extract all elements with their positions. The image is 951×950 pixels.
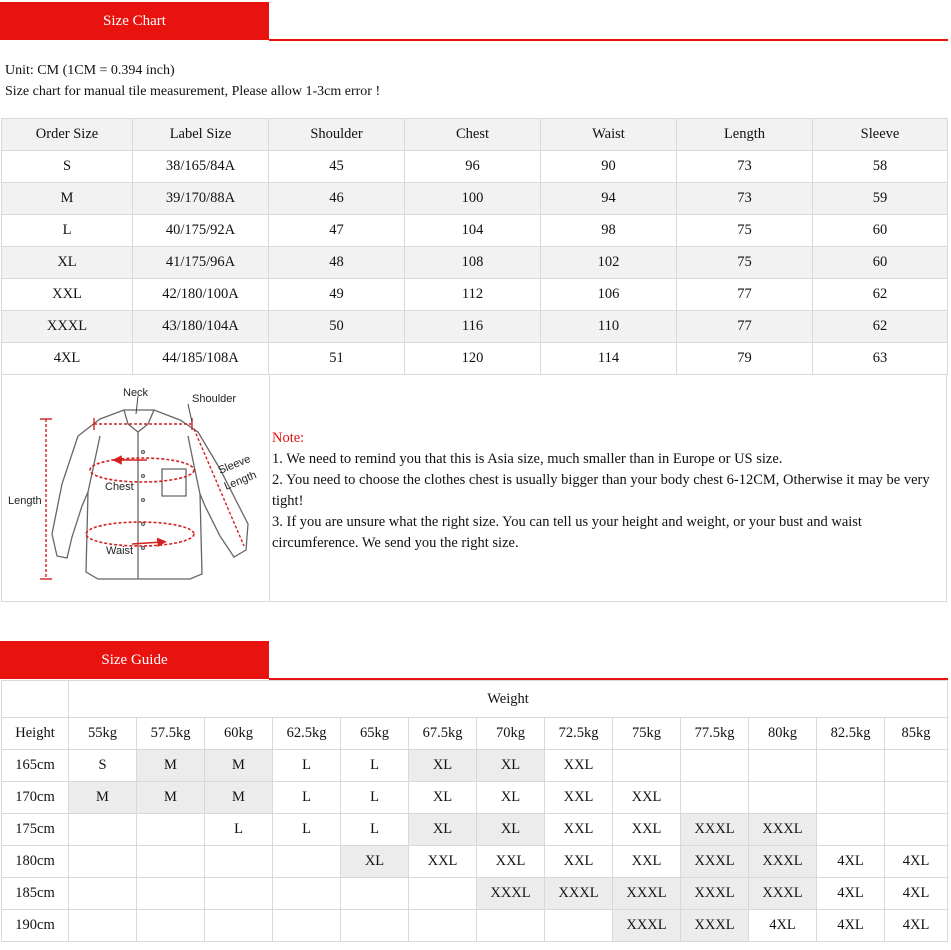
size-cell <box>69 846 137 878</box>
table-cell: 46 <box>269 183 405 215</box>
table-cell: 77 <box>677 311 813 343</box>
header-divider <box>269 39 948 41</box>
table-row <box>2 878 948 910</box>
size-cell <box>409 878 477 910</box>
table-row <box>2 279 948 311</box>
error-line: Size chart for manual tile measurement, Please allow 1-3cm error ! <box>5 84 381 99</box>
size-cell: 4XL <box>885 910 948 942</box>
height-cell: 180cm <box>2 846 69 878</box>
note-panel <box>1 374 947 602</box>
waist-label: Waist <box>106 545 134 557</box>
table-cell: 39/170/88A <box>133 183 269 215</box>
table-cell: 42/180/100A <box>133 279 269 311</box>
size-cell: 4XL <box>817 910 885 942</box>
size-cell: XL <box>477 782 545 814</box>
size-cell <box>477 910 545 942</box>
table-cell: 62 <box>813 311 948 343</box>
size-cell: XXXL <box>681 814 749 846</box>
column-header: Chest <box>405 119 541 151</box>
size-cell: S <box>69 750 137 782</box>
size-cell: 4XL <box>817 878 885 910</box>
table-cell: XL <box>2 247 133 279</box>
size-cell: XXXL <box>749 878 817 910</box>
size-cell <box>749 782 817 814</box>
size-cell: XXXL <box>613 910 681 942</box>
size-cell <box>273 846 341 878</box>
size-cell: XXL <box>545 750 613 782</box>
size-cell: XXL <box>545 782 613 814</box>
height-cell: 165cm <box>2 750 69 782</box>
size-cell: L <box>273 782 341 814</box>
size-guide-table <box>1 680 948 942</box>
table-cell: 90 <box>541 151 677 183</box>
table-cell: 106 <box>541 279 677 311</box>
size-cell <box>885 814 948 846</box>
column-header: Label Size <box>133 119 269 151</box>
size-cell: XXL <box>409 846 477 878</box>
table-row <box>2 750 948 782</box>
table-cell: 73 <box>677 151 813 183</box>
table-row <box>2 247 948 279</box>
size-guide-tab: Size Guide <box>0 641 269 679</box>
size-cell: XXXL <box>681 910 749 942</box>
column-header: Order Size <box>2 119 133 151</box>
size-cell: 4XL <box>749 910 817 942</box>
size-cell: XXXL <box>681 878 749 910</box>
unit-line: Unit: CM (1CM = 0.394 inch) <box>5 63 175 78</box>
column-header: Waist <box>541 119 677 151</box>
table-cell: 40/175/92A <box>133 215 269 247</box>
height-cell: 185cm <box>2 878 69 910</box>
table-cell: 102 <box>541 247 677 279</box>
size-cell <box>69 878 137 910</box>
size-chart-header <box>0 2 951 42</box>
column-header: Length <box>677 119 813 151</box>
table-row <box>2 343 948 375</box>
weight-header-row <box>2 681 948 718</box>
table-cell: 112 <box>405 279 541 311</box>
weight-header: 72.5kg <box>545 718 613 750</box>
size-cell <box>681 782 749 814</box>
size-cell: XXL <box>613 814 681 846</box>
size-cell: XL <box>409 782 477 814</box>
size-cell <box>205 878 273 910</box>
size-cell: 4XL <box>817 846 885 878</box>
table-cell: 100 <box>405 183 541 215</box>
table-cell: 110 <box>541 311 677 343</box>
table-cell: 41/175/96A <box>133 247 269 279</box>
size-cell <box>137 814 205 846</box>
note-item: 3. If you are unsure what the right size. You can tell us your height and weight, or your bust and waist circumference. We send you the right size. <box>272 514 862 551</box>
size-cell <box>205 846 273 878</box>
size-cell <box>817 782 885 814</box>
weight-header: 77.5kg <box>681 718 749 750</box>
sleeve-length-label-2: Length <box>222 469 259 493</box>
column-header: Sleeve <box>813 119 948 151</box>
note-text <box>272 428 942 554</box>
table-cell: 116 <box>405 311 541 343</box>
table-cell: 94 <box>541 183 677 215</box>
weight-header: 57.5kg <box>137 718 205 750</box>
size-cell: L <box>341 782 409 814</box>
weight-header: 75kg <box>613 718 681 750</box>
table-cell: 60 <box>813 247 948 279</box>
weight-header: 62.5kg <box>273 718 341 750</box>
table-cell: 75 <box>677 215 813 247</box>
table-cell: 108 <box>405 247 541 279</box>
size-cell: L <box>273 814 341 846</box>
table-cell: 104 <box>405 215 541 247</box>
table-cell: 120 <box>405 343 541 375</box>
table-row <box>2 215 948 247</box>
column-header: Shoulder <box>269 119 405 151</box>
neck-label: Neck <box>123 387 149 399</box>
size-chart-tab: Size Chart <box>0 2 269 40</box>
table-cell: XXXL <box>2 311 133 343</box>
size-cell: XXXL <box>477 878 545 910</box>
table-cell: 38/165/84A <box>133 151 269 183</box>
weight-header: 80kg <box>749 718 817 750</box>
weights-row <box>2 718 948 750</box>
size-cell <box>885 750 948 782</box>
table-cell: 51 <box>269 343 405 375</box>
size-cell: XXL <box>613 846 681 878</box>
size-cell <box>885 782 948 814</box>
size-cell: 4XL <box>885 878 948 910</box>
size-cell: XL <box>477 814 545 846</box>
size-chart-table <box>1 118 948 375</box>
table-cell: 75 <box>677 247 813 279</box>
size-cell <box>137 878 205 910</box>
size-cell <box>341 910 409 942</box>
size-cell: 4XL <box>885 846 948 878</box>
table-cell: 49 <box>269 279 405 311</box>
table-cell: 50 <box>269 311 405 343</box>
size-cell: XXXL <box>749 846 817 878</box>
size-cell: XXL <box>477 846 545 878</box>
size-cell <box>681 750 749 782</box>
sleeve-length-label: Sleeve <box>216 453 253 477</box>
length-label: Length <box>8 495 42 507</box>
table-cell: 59 <box>813 183 948 215</box>
height-label: Height <box>2 718 69 750</box>
table-row <box>2 910 948 942</box>
table-cell: L <box>2 215 133 247</box>
weight-header: 65kg <box>341 718 409 750</box>
table-row <box>2 782 948 814</box>
weight-header: 55kg <box>69 718 137 750</box>
size-cell <box>409 910 477 942</box>
weight-header: 70kg <box>477 718 545 750</box>
table-row <box>2 311 948 343</box>
weight-header: 82.5kg <box>817 718 885 750</box>
height-cell: 190cm <box>2 910 69 942</box>
table-row <box>2 151 948 183</box>
table-cell: S <box>2 151 133 183</box>
size-cell: XXL <box>613 782 681 814</box>
size-cell <box>137 910 205 942</box>
size-chart-intro <box>5 60 380 102</box>
size-cell: XXL <box>545 814 613 846</box>
size-cell <box>69 910 137 942</box>
table-cell: 96 <box>405 151 541 183</box>
size-cell: XXXL <box>681 846 749 878</box>
size-cell: M <box>205 782 273 814</box>
size-cell: XXXL <box>613 878 681 910</box>
table-cell: 63 <box>813 343 948 375</box>
table-cell: 77 <box>677 279 813 311</box>
size-cell <box>69 814 137 846</box>
shoulder-label: Shoulder <box>192 393 237 405</box>
chest-label: Chest <box>105 481 134 493</box>
table-row <box>2 183 948 215</box>
table-cell: 79 <box>677 343 813 375</box>
size-cell: L <box>341 814 409 846</box>
size-cell: M <box>69 782 137 814</box>
table-header-row <box>2 119 948 151</box>
table-cell: 47 <box>269 215 405 247</box>
table-cell: 114 <box>541 343 677 375</box>
size-cell <box>205 910 273 942</box>
weight-header: 85kg <box>885 718 948 750</box>
table-row <box>2 814 948 846</box>
size-cell: XXXL <box>749 814 817 846</box>
weight-header: 67.5kg <box>409 718 477 750</box>
table-cell: 45 <box>269 151 405 183</box>
size-cell: XXL <box>545 846 613 878</box>
table-cell: 62 <box>813 279 948 311</box>
size-cell: XXXL <box>545 878 613 910</box>
size-cell: L <box>341 750 409 782</box>
note-item: 1. We need to remind you that this is Asia size, much smaller than in Europe or US size. <box>272 451 783 467</box>
note-item: 2. You need to choose the clothes chest is usually bigger than your body chest 6-12CM, Otherwise it may be very tight! <box>272 472 930 509</box>
size-cell: XL <box>477 750 545 782</box>
table-cell: 58 <box>813 151 948 183</box>
table-cell: 98 <box>541 215 677 247</box>
size-cell: M <box>205 750 273 782</box>
size-cell <box>273 910 341 942</box>
size-cell <box>817 814 885 846</box>
corner-cell <box>2 681 69 718</box>
size-cell <box>273 878 341 910</box>
size-cell: XL <box>409 750 477 782</box>
table-row <box>2 846 948 878</box>
size-cell: XL <box>409 814 477 846</box>
shirt-measurement-icon <box>2 374 269 601</box>
size-cell <box>341 878 409 910</box>
height-cell: 170cm <box>2 782 69 814</box>
size-cell <box>137 846 205 878</box>
size-cell: M <box>137 750 205 782</box>
table-cell: 43/180/104A <box>133 311 269 343</box>
size-cell <box>545 910 613 942</box>
height-cell: 175cm <box>2 814 69 846</box>
size-cell <box>613 750 681 782</box>
weight-header: 60kg <box>205 718 273 750</box>
table-cell: M <box>2 183 133 215</box>
size-cell: L <box>205 814 273 846</box>
size-cell: XL <box>341 846 409 878</box>
note-title: Note: <box>272 430 305 446</box>
size-cell: M <box>137 782 205 814</box>
size-guide-header <box>0 641 951 681</box>
table-cell: 48 <box>269 247 405 279</box>
measurement-diagram <box>2 374 270 601</box>
table-cell: 4XL <box>2 343 133 375</box>
size-cell <box>817 750 885 782</box>
table-cell: XXL <box>2 279 133 311</box>
weight-label: Weight <box>69 681 948 718</box>
table-cell: 44/185/108A <box>133 343 269 375</box>
size-cell <box>749 750 817 782</box>
size-cell: L <box>273 750 341 782</box>
table-cell: 73 <box>677 183 813 215</box>
table-cell: 60 <box>813 215 948 247</box>
